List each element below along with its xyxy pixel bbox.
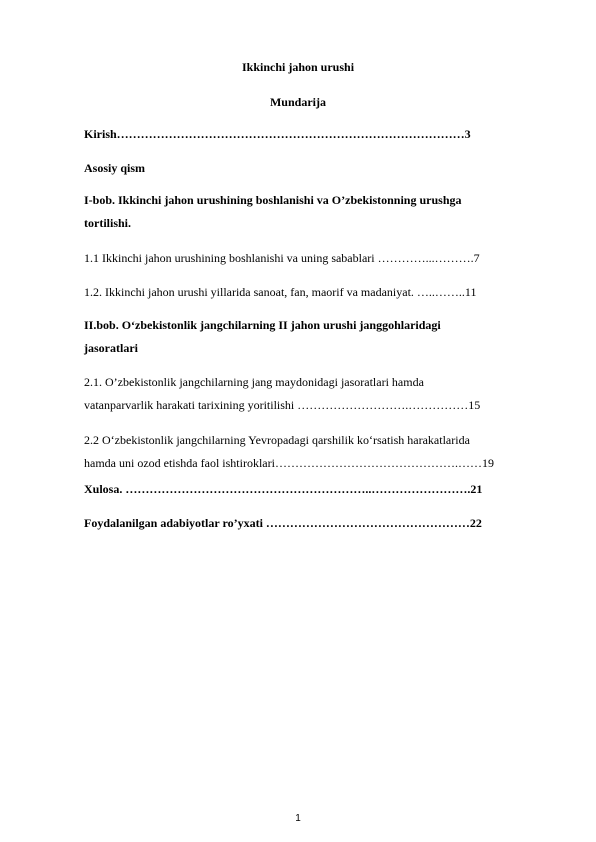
toc-chapter-1-title: I-bob. Ikkinchi jahon urushining boshlanishi va O’zbekistonning urushga — [84, 193, 462, 207]
toc-chapter-2-title: II.bob. O‘zbekistonlik jangchilarning II jahon urushi janggohlaridagi — [84, 318, 441, 332]
toc-heading: Mundarija — [269, 95, 326, 109]
toc-chapter-2-title-cont: jasoratlari — [84, 341, 138, 355]
toc-section-main: Asosiy qism — [84, 161, 146, 175]
toc-entry-2-1: 2.1. O’zbekistonlik jangchilarning jang maydonidagi jasoratlari hamda — [84, 375, 424, 389]
toc-entry-1-1: 1.1 Ikkinchi jahon urushining boshlanishi va uning sabablari …………...……….7 — [84, 251, 480, 265]
toc-entry-intro: Kirish……………………………………………………………………………3 — [84, 127, 471, 141]
toc-entry-2-2-cont: hamda uni ozod etishda faol ishtiroklari……………………………………….……19 — [84, 456, 494, 470]
toc-entry-1-2: 1.2. Ikkinchi jahon urushi yillarida sanoat, fan, maorif va madaniyat. …..……..11 — [84, 285, 477, 299]
document-title: Ikkinchi jahon urushi — [241, 60, 355, 74]
toc-entry-2-2: 2.2 O‘zbekistonlik jangchilarning Yevropadagi qarshilik ko‘rsatish harakatlarida — [84, 433, 470, 447]
toc-entry-conclusion: Xulosa. ……………………………………………………..…………………….21 — [84, 482, 483, 496]
toc-entry-references: Foydalanilgan adabiyotlar ro’yxati ……………………………………………22 — [84, 516, 482, 530]
toc-entry-2-1-cont: vatanparvarlik harakati tarixining yoritilishi ……………………….……………15 — [84, 398, 481, 412]
page-number: 1 — [295, 813, 301, 824]
toc-chapter-1-title-cont: tortilishi. — [84, 216, 131, 230]
